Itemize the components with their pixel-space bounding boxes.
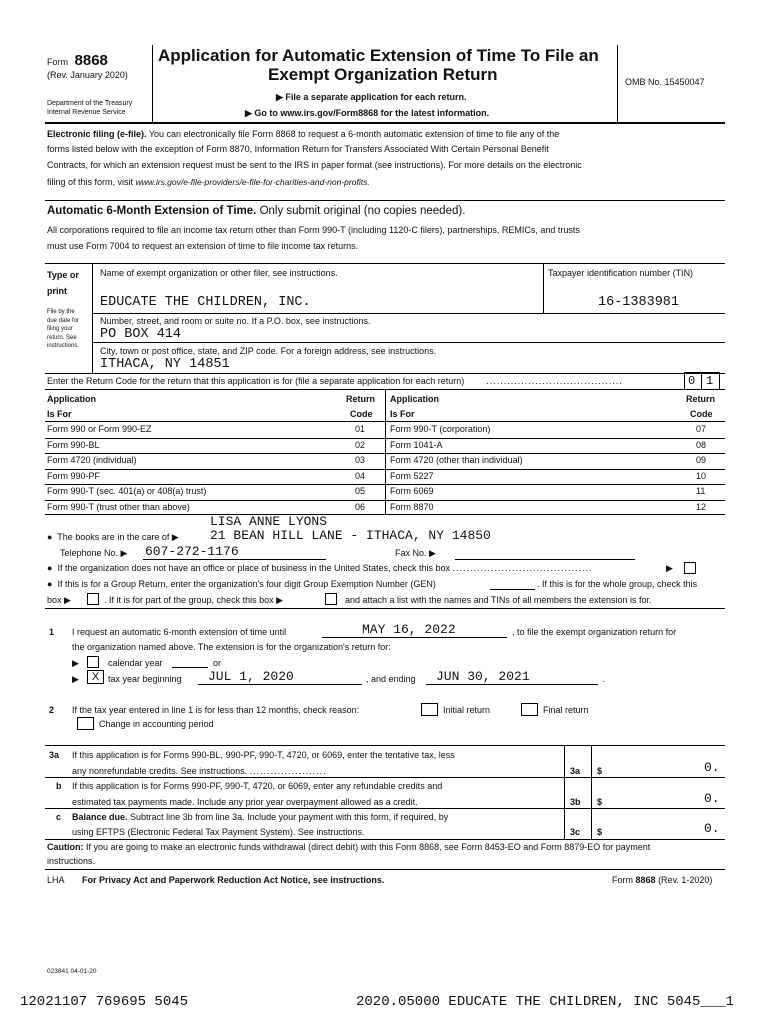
revision: (Rev. January 2020) — [47, 70, 128, 80]
instruction-separate: ▶ File a separate application for each return. — [276, 92, 467, 102]
line3a-code: 3a — [570, 766, 581, 776]
code-row-left-code: 03 — [355, 455, 366, 465]
calendar-year-field[interactable] — [172, 667, 208, 668]
group-part-text: . If it is for part of the group, check this box ▶ — [104, 595, 284, 605]
code-row-right-name: Form 4720 (other than individual) — [390, 455, 523, 465]
org-name-field[interactable]: EDUCATE THE CHILDREN, INC. — [100, 295, 311, 310]
line3c-dollar: $ — [597, 827, 603, 837]
line3b-text2: estimated tax payments made. Include any prior year overpayment allowed as a credit. — [72, 797, 418, 807]
code-row-right-code: 09 — [696, 455, 707, 465]
part-group-checkbox[interactable] — [325, 593, 337, 605]
caution-text2: instructions. — [47, 856, 96, 866]
code-row-divider — [45, 453, 725, 454]
bottom-left-id: 12021107 769695 5045 — [20, 994, 189, 1010]
line3c-code: 3c — [570, 827, 581, 837]
line1-text-c: the organization named above. The extension is for the organization's return for: — [72, 642, 391, 652]
code-row-divider — [45, 438, 725, 439]
gen-field[interactable] — [490, 589, 535, 590]
code-row-left-code: 04 — [355, 470, 366, 481]
h-code-right: Code — [690, 409, 713, 419]
code-row-left-name: Form 990-T (trust other than above) — [47, 501, 190, 512]
line3c-text2: using EFTPS (Electronic Federal Tax Payment System). See instructions. — [72, 827, 365, 837]
type-or-label: Type or — [47, 270, 79, 280]
tin-field[interactable]: 16-1383981 — [598, 295, 680, 310]
code-row-divider — [45, 484, 725, 485]
code-row-left-code: 02 — [355, 439, 366, 450]
form-number: 8868 — [74, 52, 108, 69]
calendar-year-label: calendar year — [108, 658, 163, 668]
h-code-left: Code — [350, 409, 373, 419]
return-code-label: Enter the Return Code for the return that this application is for (file a separate application for each return) ....................................... — [47, 376, 623, 386]
line3a-dollar: $ — [597, 766, 603, 776]
dept-treasury: Department of the Treasury — [47, 100, 133, 107]
tentative-tax-field[interactable]: 0. — [704, 760, 720, 775]
no-office-text: ● If the organization does not have an office or place of business in the United States, check this box ........................................ — [47, 563, 593, 573]
line3c-number: c — [56, 812, 62, 822]
line2-number: 2 — [49, 705, 55, 715]
line3a-text1: If this application is for Forms 990-BL, 990-PF, 990-T, 4720, or 6069, enter the tentative tax, less — [72, 750, 455, 760]
h-application-left: Application — [47, 394, 96, 404]
h-isfor-left: Is For — [47, 409, 72, 419]
auto-extension-heading: Automatic 6-Month Extension of Time. Only submit original (no copies needed). — [47, 205, 466, 217]
city-field[interactable]: ITHACA, NY 14851 — [100, 357, 230, 372]
fax-label: Fax No. ▶ — [395, 548, 436, 558]
code-row-left-name: Form 990-PF — [47, 470, 101, 481]
tax-year-checkbox[interactable]: X — [87, 670, 104, 684]
code-row-left-code: 01 — [355, 424, 366, 434]
h-return-right: Return — [686, 394, 715, 404]
code-row-right-name: Form 990-T (corporation) — [390, 424, 491, 434]
code-row-left-code: 06 — [355, 501, 366, 512]
code-row-left-code: 05 — [355, 486, 366, 496]
fax-field[interactable] — [455, 559, 635, 560]
line1-text-b: , to file the exempt organization return for — [512, 627, 677, 637]
phone-label: Telephone No. ▶ — [60, 548, 128, 558]
code-row-right-name: Form 1041-A — [390, 439, 443, 450]
org-name-label: Name of exempt organization or other filer, see instructions. — [100, 268, 338, 278]
auto-line1: All corporations required to file an income tax return other than Form 990-T (including 1120-C filers), partnerships, REMICs, and trusts — [47, 225, 580, 235]
or-label: or — [213, 658, 222, 668]
bottom-right-id: 2020.05000 EDUCATE THE CHILDREN, INC 5045___1 — [356, 994, 735, 1010]
line3a-text2: any nonrefundable credits. See instructions. ...................... — [72, 766, 327, 776]
efile-line2: forms listed below with the exception of Form 8870, Information Return for Transfers Associated With Certain Personal Benefit — [47, 144, 549, 154]
line2-text: If the tax year entered in line 1 is for less than 12 months, check reason: — [72, 705, 360, 715]
care-label: ● The books are in the care of ▶ — [47, 532, 179, 542]
code-row-right-code: 08 — [696, 439, 707, 450]
no-office-checkbox[interactable] — [684, 562, 696, 574]
form-title-line1: Application for Automatic Extension of Time To File an — [158, 46, 599, 65]
code-row-right-code: 12 — [696, 501, 707, 512]
code-row-right-code: 07 — [696, 424, 707, 434]
change-accounting-label: Change in accounting period — [99, 719, 214, 729]
dept-irs: Internal Revenue Service — [47, 109, 126, 116]
initial-return-checkbox[interactable] — [421, 703, 438, 716]
code-row-right-name: Form 6069 — [390, 486, 434, 496]
extension-date-field[interactable]: MAY 16, 2022 — [362, 622, 456, 637]
h-return-left: Return — [346, 394, 375, 404]
code-row-left-name: Form 990 or Form 990-EZ — [47, 424, 152, 434]
street-field[interactable]: PO BOX 414 — [100, 327, 182, 342]
code-row-divider — [45, 469, 725, 470]
group-attach-text: and attach a list with the names and TINs of all members the extension is for. — [345, 595, 652, 605]
refundable-credits-field[interactable]: 0. — [704, 791, 720, 806]
line3a-number: 3a — [49, 750, 60, 760]
efile-line4: filing of this form, visit www.irs.gov/e-file-providers/e-file-for-charities-and-non-profits. — [47, 177, 370, 187]
code-row-left-name: Form 990-BL — [47, 439, 100, 450]
code-row-divider — [45, 500, 725, 501]
whole-group-checkbox[interactable] — [87, 593, 99, 605]
code-row-right-code: 11 — [696, 486, 706, 496]
final-return-checkbox[interactable] — [521, 703, 538, 716]
form-title-line2: Exempt Organization Return — [268, 65, 498, 84]
code-table-bottom — [45, 514, 725, 515]
file-by-note: File by the due date for filing your return. See instructions. — [47, 309, 80, 349]
initial-return-label: Initial return — [443, 705, 491, 715]
final-return-label: Final return — [543, 705, 589, 715]
code-row-right-name: Form 8870 — [390, 501, 434, 512]
form-code: 023841 04-01-20 — [47, 968, 97, 975]
city-label: City, town or post office, state, and ZIP code. For a foreign address, see instructions. — [100, 346, 437, 356]
privacy-notice: For Privacy Act and Paperwork Reduction Act Notice, see instructions. — [82, 875, 385, 885]
auto-line2: must use Form 7004 to request an extension of time to file income tax returns. — [47, 241, 359, 251]
return-code-field[interactable]: 0 1 — [684, 372, 720, 390]
line3b-dollar: $ — [597, 797, 603, 807]
calendar-year-checkbox[interactable] — [87, 656, 99, 668]
tax-year-begin-field[interactable]: JUL 1, 2020 — [208, 669, 294, 684]
ending-label: , and ending — [366, 674, 416, 684]
form-label: Form 8868 — [47, 52, 108, 69]
group-whole-text: . If this is for the whole group, check this — [537, 579, 698, 589]
code-row-left-name: Form 4720 (individual) — [47, 455, 137, 465]
tax-year-end-field[interactable]: JUN 30, 2021 — [436, 669, 530, 684]
line3b-number: b — [56, 781, 62, 791]
line1-text-a: I request an automatic 6-month extension of time until — [72, 627, 287, 637]
change-accounting-checkbox[interactable] — [77, 717, 94, 730]
efile-line3: Contracts, for which an extension request must be sent to the IRS in paper format (see instructions). For more details on the electronic — [47, 160, 582, 170]
footer-form-ref: Form 8868 (Rev. 1-2020) — [612, 875, 713, 885]
tin-label: Taxpayer identification number (TIN) — [548, 268, 694, 278]
phone-field[interactable]: 607-272-1176 — [145, 544, 239, 559]
lha-label: LHA — [47, 875, 65, 885]
efile-url[interactable]: www.irs.gov/e-file-providers/e-file-for-charities-and-non-profits. — [135, 177, 370, 187]
print-label: print — [47, 286, 67, 296]
instruction-website: ▶ Go to www.irs.gov/Form8868 for the latest information. — [245, 108, 490, 118]
caution-text: Caution: If you are going to make an electronic funds withdrawal (direct debit) with this Form 8868, see Form 8453-EO and Form 8879-EO for payment — [47, 842, 651, 852]
group-box-label: box ▶ — [47, 595, 71, 605]
code-row-left-name: Form 990-T (sec. 401(a) or 408(a) trust) — [47, 486, 207, 496]
street-label: Number, street, and room or suite no. If a P.O. box, see instructions. — [100, 316, 371, 326]
balance-due-field[interactable]: 0. — [704, 821, 720, 836]
code-row-right-code: 10 — [696, 470, 707, 481]
care-person[interactable]: LISA ANNE LYONS — [210, 514, 328, 529]
code-row-right-name: Form 5227 — [390, 470, 434, 481]
care-address[interactable]: 21 BEAN HILL LANE - ITHACA, NY 14850 — [210, 528, 491, 543]
efile-line1: Electronic filing (e-file). You can electronically file Form 8868 to request a 6-month automatic extension of time to file any of the — [47, 129, 560, 139]
line1-number: 1 — [49, 627, 55, 637]
h-application-right: Application — [390, 394, 439, 404]
tax-year-label: tax year beginning — [108, 674, 182, 684]
h-isfor-right: Is For — [390, 409, 415, 419]
line3b-text1: If this application is for Forms 990-PF, 990-T, 4720, or 6069, enter any refundable credits and — [72, 781, 443, 791]
line3b-code: 3b — [570, 797, 581, 807]
line3c-text1: Balance due. Subtract line 3b from line 3a. Include your payment with this form, if required, by — [72, 812, 449, 822]
group-return-text: ● If this is for a Group Return, enter the organization's four digit Group Exemption Number (GEN) — [47, 579, 436, 589]
omb-number: OMB No. 15450047 — [625, 77, 705, 87]
